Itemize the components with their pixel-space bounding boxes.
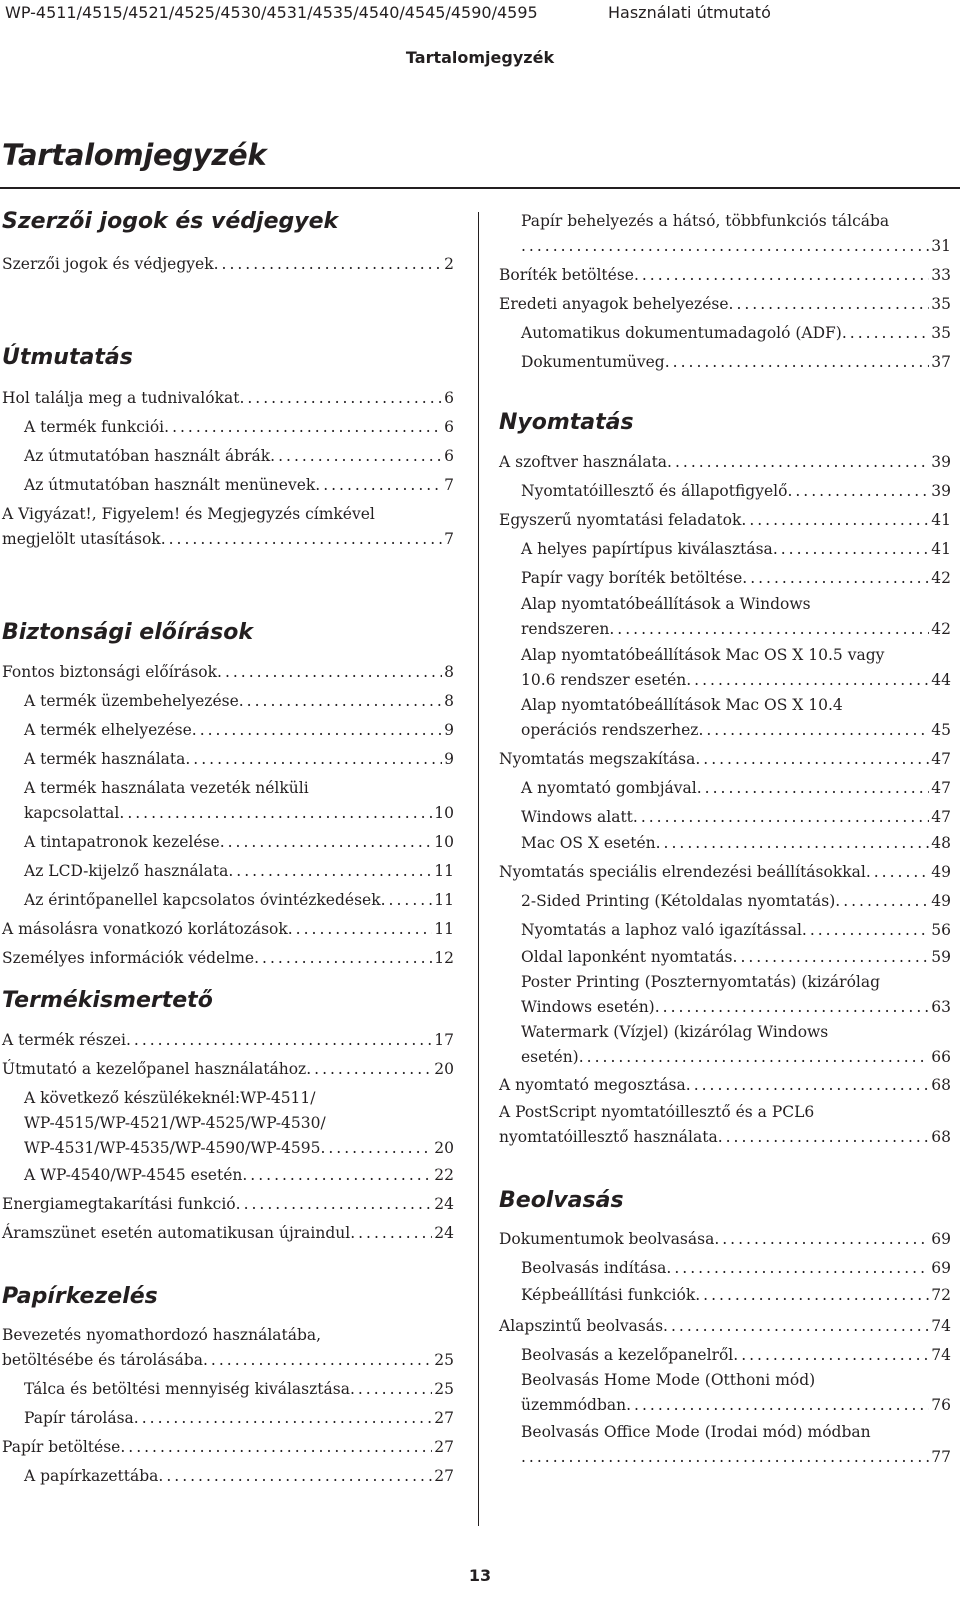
toc-entry-page: 47 bbox=[931, 808, 951, 826]
toc-entry-text: Energiamegtakarítási funkció bbox=[2, 1195, 236, 1213]
toc-entry-page: 44 bbox=[931, 671, 951, 689]
page-number: 13 bbox=[468, 1566, 492, 1585]
toc-entry[interactable] bbox=[2, 1435, 454, 1460]
toc-entry[interactable] bbox=[24, 776, 454, 826]
toc-entry-page: 68 bbox=[931, 1128, 951, 1146]
toc-entry[interactable] bbox=[499, 292, 951, 317]
toc-section-heading: Papírkezelés bbox=[2, 1284, 158, 1309]
toc-entry-page: 42 bbox=[931, 569, 951, 587]
toc-entry-text-line: Beolvasás Office Mode (Irodai mód) módban bbox=[521, 1423, 871, 1441]
toc-entry-text: Beolvasás indítása bbox=[521, 1259, 667, 1277]
toc-entry-page: 39 bbox=[931, 453, 951, 471]
toc-entry-page: 11 bbox=[434, 891, 454, 909]
toc-entry[interactable] bbox=[521, 1256, 951, 1281]
toc-entry[interactable] bbox=[499, 1314, 951, 1339]
toc-entry-page: 72 bbox=[931, 1286, 951, 1304]
toc-entry-text: Képbeállítási funkciók bbox=[521, 1286, 696, 1304]
toc-entry-page: 6 bbox=[444, 447, 454, 465]
toc-entry-page: 2 bbox=[444, 255, 454, 273]
toc-entry-page: 42 bbox=[931, 620, 951, 638]
toc-entry-text: nyomtatóillesztő használata bbox=[499, 1128, 718, 1146]
toc-entry-page: 69 bbox=[931, 1230, 951, 1248]
toc-entry-text: Boríték betöltése bbox=[499, 266, 634, 284]
toc-entry-text-line: A következő készülékeknél:WP-4511/ bbox=[24, 1089, 316, 1107]
toc-entry-page: 47 bbox=[931, 779, 951, 797]
toc-entry-page: 7 bbox=[444, 530, 454, 548]
toc-section-heading: Szerzői jogok és védjegyek bbox=[2, 209, 339, 234]
toc-entry-text: Dokumentumok beolvasása bbox=[499, 1230, 715, 1248]
toc-entry-text: Az LCD-kijelző használata bbox=[24, 862, 229, 880]
toc-entry[interactable] bbox=[521, 350, 951, 375]
toc-entry-text: Windows alatt bbox=[521, 808, 633, 826]
toc-entry[interactable] bbox=[499, 508, 951, 533]
toc-entry-page: 9 bbox=[444, 750, 454, 768]
toc-entry-text: Oldal laponként nyomtatás bbox=[521, 948, 733, 966]
toc-entry[interactable] bbox=[521, 592, 951, 642]
toc-section-heading: Biztonsági előírások bbox=[2, 620, 253, 645]
toc-entry-text: Szerzői jogok és védjegyek bbox=[2, 255, 214, 273]
toc-entry-page: 49 bbox=[931, 863, 951, 881]
toc-entry-page: 68 bbox=[931, 1076, 951, 1094]
toc-entry-page: 76 bbox=[931, 1396, 951, 1414]
toc-entry-text: Dokumentumüveg bbox=[521, 353, 665, 371]
toc-entry-page: 10 bbox=[434, 833, 454, 851]
model-list: WP-4511/4515/4521/4525/4530/4531/4535/4540/4545/4590/4595 bbox=[5, 3, 538, 22]
toc-entry-text: Tálca és betöltési mennyiség kiválasztása bbox=[24, 1380, 350, 1398]
toc-entry[interactable] bbox=[521, 1368, 951, 1418]
toc-entry-text: megjelölt utasítások bbox=[2, 530, 161, 548]
toc-entry-page: 11 bbox=[434, 920, 454, 938]
toc-entry-text: Papír betöltése bbox=[2, 1438, 121, 1456]
toc-entry[interactable] bbox=[521, 831, 951, 856]
toc-entry[interactable] bbox=[499, 1073, 951, 1098]
section-header: Tartalomjegyzék bbox=[405, 48, 555, 67]
toc-entry-text: A termék funkciói bbox=[24, 418, 165, 436]
toc-entry[interactable] bbox=[499, 1100, 951, 1150]
toc-entry[interactable] bbox=[24, 1377, 454, 1402]
toc-entry[interactable] bbox=[499, 450, 951, 475]
toc-entry-text: Az útmutatóban használt menünevek bbox=[24, 476, 316, 494]
toc-entry[interactable] bbox=[24, 888, 454, 913]
toc-entry-text: Nyomtatás speciális elrendezési beállításokkal bbox=[499, 863, 866, 881]
toc-entry[interactable] bbox=[24, 689, 454, 714]
toc-entry-page: 9 bbox=[444, 721, 454, 739]
toc-entry-page: 24 bbox=[434, 1224, 454, 1242]
toc-entry[interactable] bbox=[499, 860, 951, 885]
toc-entry-page: 17 bbox=[434, 1031, 454, 1049]
toc-entry[interactable] bbox=[521, 776, 951, 801]
title-rule bbox=[0, 187, 960, 189]
toc-entry[interactable] bbox=[2, 946, 454, 971]
toc-entry-text: Papír vagy boríték betöltése bbox=[521, 569, 743, 587]
toc-entry-text-line: Alap nyomtatóbeállítások a Windows bbox=[521, 595, 811, 613]
toc-entry-text-line: Papír behelyezés a hátsó, többfunkciós tálcába bbox=[521, 212, 890, 230]
toc-entry-text: Beolvasás a kezelőpanelről bbox=[521, 1346, 734, 1364]
toc-entry-page: 47 bbox=[931, 750, 951, 768]
toc-entry-page: 77 bbox=[931, 1448, 951, 1466]
toc-entry-text: Papír tárolása bbox=[24, 1409, 134, 1427]
toc-entry-text-line: Beolvasás Home Mode (Otthoni mód) bbox=[521, 1371, 816, 1389]
toc-entry-page: 31 bbox=[931, 237, 951, 255]
toc-section-heading: Útmutatás bbox=[2, 345, 133, 370]
toc-section-heading: Beolvasás bbox=[499, 1188, 624, 1213]
toc-entry-page: 45 bbox=[931, 721, 951, 739]
toc-entry-text: rendszeren bbox=[521, 620, 610, 638]
toc-entry-text: Személyes információk védelme bbox=[2, 949, 255, 967]
toc-entry-text-line: A Vigyázat!, Figyelem! és Megjegyzés címkével bbox=[2, 505, 375, 523]
toc-entry[interactable] bbox=[24, 1163, 454, 1188]
toc-entry[interactable] bbox=[24, 415, 454, 440]
toc-entry[interactable] bbox=[24, 1406, 454, 1431]
toc-entry-page: 25 bbox=[434, 1380, 454, 1398]
toc-entry-page: 41 bbox=[931, 540, 951, 558]
toc-entry[interactable] bbox=[521, 209, 951, 259]
toc-entry-text-line: Bevezetés nyomathordozó használatába, bbox=[2, 1326, 322, 1344]
guide-name: Használati útmutató bbox=[608, 3, 771, 22]
toc-entry[interactable] bbox=[521, 1343, 951, 1368]
toc-entry[interactable] bbox=[521, 970, 951, 1020]
toc-entry-text: kapcsolattal bbox=[24, 804, 120, 822]
toc-entry-text: Alapszintű beolvasás bbox=[499, 1317, 664, 1335]
toc-entry-page: 8 bbox=[444, 663, 454, 681]
toc-entry[interactable] bbox=[2, 1221, 454, 1246]
toc-entry-page: 20 bbox=[434, 1060, 454, 1078]
toc-entry-page: 8 bbox=[444, 692, 454, 710]
toc-entry[interactable] bbox=[24, 1086, 454, 1161]
toc-entry-text: Mac OS X esetén bbox=[521, 834, 656, 852]
toc-entry[interactable] bbox=[2, 1192, 454, 1217]
toc-entry-text: Nyomtatóillesztő és állapotfigyelő bbox=[521, 482, 788, 500]
toc-entry-text-line: Alap nyomtatóbeállítások Mac OS X 10.4 bbox=[521, 696, 843, 714]
toc-entry-page: 35 bbox=[931, 324, 951, 342]
toc-entry[interactable] bbox=[521, 566, 951, 591]
toc-entry-page: 6 bbox=[444, 418, 454, 436]
toc-entry[interactable] bbox=[2, 252, 454, 277]
toc-entry-page: 56 bbox=[931, 921, 951, 939]
toc-entry[interactable] bbox=[521, 945, 951, 970]
toc-entry-page: 27 bbox=[434, 1409, 454, 1427]
toc-entry-text: Automatikus dokumentumadagoló (ADF) bbox=[521, 324, 842, 342]
toc-entry-page: 33 bbox=[931, 266, 951, 284]
toc-section-heading: Nyomtatás bbox=[499, 410, 634, 435]
toc-entry[interactable] bbox=[521, 1420, 951, 1470]
toc-entry[interactable] bbox=[24, 747, 454, 772]
toc-entry-page: 27 bbox=[434, 1438, 454, 1456]
toc-entry[interactable] bbox=[2, 1028, 454, 1053]
toc-entry-text-line: Poster Printing (Poszternyomtatás) (kizárólag bbox=[521, 973, 881, 991]
toc-entry-text: A termék elhelyezése bbox=[24, 721, 192, 739]
toc-entry[interactable] bbox=[521, 805, 951, 830]
toc-entry[interactable] bbox=[521, 889, 951, 914]
toc-entry-text: A papírkazettába bbox=[24, 1467, 159, 1485]
toc-entry-page: 63 bbox=[931, 998, 951, 1016]
toc-entry-text: Útmutató a kezelőpanel használatához bbox=[2, 1060, 307, 1078]
toc-entry-text: Fontos biztonsági előírások bbox=[2, 663, 218, 681]
toc-entry[interactable] bbox=[2, 386, 454, 411]
toc-entry[interactable] bbox=[499, 263, 951, 288]
toc-entry[interactable] bbox=[499, 747, 951, 772]
toc-entry-page: 41 bbox=[931, 511, 951, 529]
toc-entry-page: 12 bbox=[434, 949, 454, 967]
toc-entry[interactable] bbox=[24, 444, 454, 469]
toc-entry-page: 10 bbox=[434, 804, 454, 822]
toc-entry-page: 37 bbox=[931, 353, 951, 371]
toc-entry-text: esetén) bbox=[521, 1048, 579, 1066]
toc-entry[interactable] bbox=[521, 643, 951, 693]
toc-entry-page: 59 bbox=[931, 948, 951, 966]
toc-entry-text: Nyomtatás a laphoz való igazítással bbox=[521, 921, 802, 939]
toc-entry-page: 66 bbox=[931, 1048, 951, 1066]
toc-entry-text: Az útmutatóban használt ábrák bbox=[24, 447, 271, 465]
toc-entry[interactable] bbox=[2, 1057, 454, 1082]
toc-entry-page: 35 bbox=[931, 295, 951, 313]
toc-entry-text: A tintapatronok kezelése bbox=[24, 833, 220, 851]
toc-entry[interactable] bbox=[24, 473, 454, 498]
toc-entry-page: 27 bbox=[434, 1467, 454, 1485]
toc-entry[interactable] bbox=[521, 479, 951, 504]
toc-entry[interactable] bbox=[521, 918, 951, 943]
column-divider bbox=[478, 212, 479, 1526]
toc-entry-page: 22 bbox=[434, 1166, 454, 1184]
toc-entry-text: 10.6 rendszer esetén bbox=[521, 671, 687, 689]
toc-entry[interactable] bbox=[521, 1283, 951, 1308]
toc-entry-text: A nyomtató gombjával bbox=[521, 779, 697, 797]
page-title: Tartalomjegyzék bbox=[2, 138, 267, 172]
toc-entry-text: Windows esetén) bbox=[521, 998, 655, 1016]
toc-entry-text: betöltésébe és tárolásába bbox=[2, 1351, 203, 1369]
toc-entry-text: A termék üzembehelyezése bbox=[24, 692, 239, 710]
toc-entry-text: A termék használata bbox=[24, 750, 186, 768]
toc-entry-text: Áramszünet esetén automatikusan újraindul bbox=[2, 1224, 351, 1242]
toc-entry[interactable] bbox=[2, 660, 454, 685]
toc-entry-text: WP-4531/WP-4535/WP-4590/WP-4595 bbox=[24, 1139, 321, 1157]
toc-entry-text: A WP-4540/WP-4545 esetén bbox=[24, 1166, 243, 1184]
toc-entry-text: üzemmódban bbox=[521, 1396, 627, 1414]
toc-entry-text: Hol találja meg a tudnivalókat bbox=[2, 389, 240, 407]
toc-entry-text: 2-Sided Printing (Kétoldalas nyomtatás) bbox=[521, 892, 836, 910]
toc-entry-page: 39 bbox=[931, 482, 951, 500]
toc-entry[interactable] bbox=[24, 859, 454, 884]
toc-entry-page: 20 bbox=[434, 1139, 454, 1157]
toc-entry-page: 25 bbox=[434, 1351, 454, 1369]
toc-entry-text-line: Alap nyomtatóbeállítások Mac OS X 10.5 vagy bbox=[521, 646, 885, 664]
toc-entry-text: A szoftver használata bbox=[499, 453, 668, 471]
toc-entry-text: Nyomtatás megszakítása bbox=[499, 750, 696, 768]
toc-entry-page: 48 bbox=[931, 834, 951, 852]
toc-entry-text: A másolásra vonatkozó korlátozások bbox=[2, 920, 288, 938]
toc-entry-text: Egyszerű nyomtatási feladatok bbox=[499, 511, 742, 529]
toc-entry-text: Az érintőpanellel kapcsolatos óvintézkedések bbox=[24, 891, 381, 909]
running-header bbox=[0, 0, 960, 26]
toc-entry-text-line: Watermark (Vízjel) (kizárólag Windows bbox=[521, 1023, 829, 1041]
toc-entry-text: operációs rendszerhez bbox=[521, 721, 699, 739]
toc-entry-page: 74 bbox=[931, 1317, 951, 1335]
toc-entry[interactable] bbox=[499, 1227, 951, 1252]
toc-entry[interactable] bbox=[521, 693, 951, 743]
toc-entry-text: Eredeti anyagok behelyezése bbox=[499, 295, 729, 313]
toc-entry-page: 11 bbox=[434, 862, 454, 880]
toc-entry[interactable] bbox=[2, 1323, 454, 1373]
toc-entry[interactable] bbox=[2, 502, 454, 552]
toc-entry-text-line: A termék használata vezeték nélküli bbox=[24, 779, 309, 797]
toc-entry-text: A termék részei bbox=[2, 1031, 126, 1049]
toc-entry[interactable] bbox=[521, 321, 951, 346]
toc-entry-page: 6 bbox=[444, 389, 454, 407]
toc-entry-page: 49 bbox=[931, 892, 951, 910]
toc-entry[interactable] bbox=[521, 537, 951, 562]
toc-entry[interactable] bbox=[2, 917, 454, 942]
toc-entry[interactable] bbox=[24, 830, 454, 855]
toc-entry-text-line: A PostScript nyomtatóillesztő és a PCL6 bbox=[499, 1103, 815, 1121]
toc-section-heading: Termékismertető bbox=[2, 988, 213, 1013]
toc-entry-page: 7 bbox=[444, 476, 454, 494]
toc-entry[interactable] bbox=[521, 1020, 951, 1070]
toc-entry-page: 24 bbox=[434, 1195, 454, 1213]
toc-entry[interactable] bbox=[24, 1464, 454, 1489]
toc-entry[interactable] bbox=[24, 718, 454, 743]
toc-entry-page: 74 bbox=[931, 1346, 951, 1364]
toc-entry-text-line: WP-4515/WP-4521/WP-4525/WP-4530/ bbox=[24, 1114, 326, 1132]
toc-entry-text: A nyomtató megosztása bbox=[499, 1076, 686, 1094]
toc-entry-text: A helyes papírtípus kiválasztása bbox=[521, 540, 773, 558]
toc-entry-page: 69 bbox=[931, 1259, 951, 1277]
